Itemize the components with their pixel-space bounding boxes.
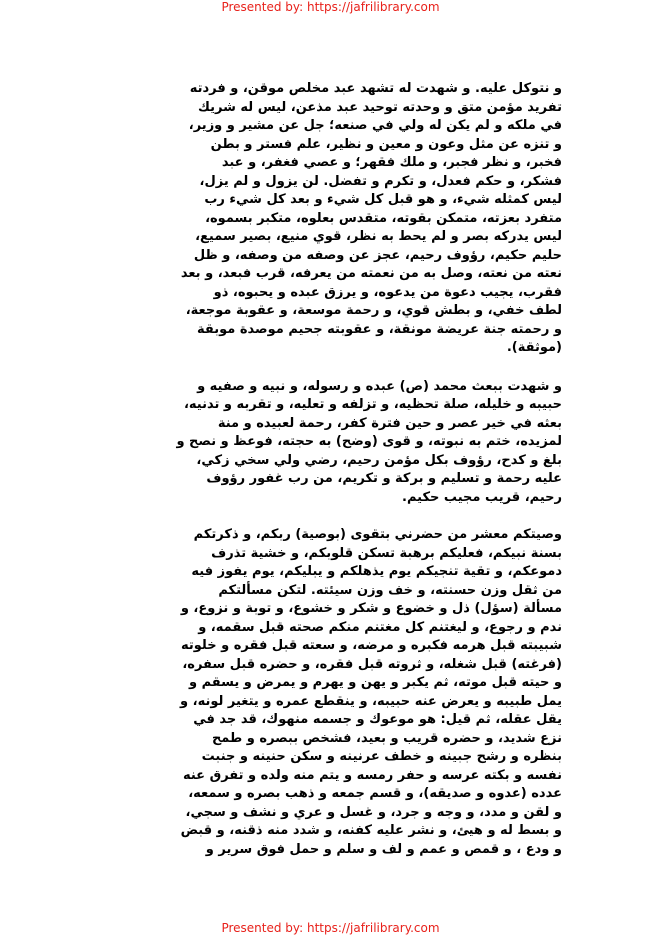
text-line: مسألة (سؤل) ذل و خضوع و شكر و خشوع، و توبة و نزوع، و [180, 601, 562, 616]
text-line: دموعكم، و تقية تنجيكم يوم يذهلكم و يبليكم، يوم يفوز فيه [191, 564, 562, 579]
text-line: و تنزه عن مثل وعون و معين و نظير، علم فستر و بطن [210, 136, 562, 152]
text-line: ليس كمثله شيء، و هو قبل كل شيء و بعد كل شيء رب [204, 192, 562, 207]
text-line: و حيته قبل موته، ثم يكبر و يهن و يهرم و يمرض و يسقم و [188, 675, 562, 690]
paragraph-1 [100, 80, 562, 358]
text-line: و ودع ، و قمص و عمم و لف و سلم و حمل فوق سرير و [205, 841, 562, 857]
header-site-link[interactable]: Presented by: https://jafrilibrary.com [221, 0, 440, 14]
text-line: عدده (عدوه و صديقه)، و قسم جمعه و ذهب بصره و سمعه، [188, 786, 562, 801]
text-line: فشكر، و حكم فعدل، و تكرم و تفضل. لن يزول و لم يزل، [199, 173, 562, 189]
text-line: لمزيده، ختم به نبوته، و قوى (وضح) به حجته، فوعظ و نصح و [176, 434, 562, 449]
text-line: عليه رحمة و تسليم و بركة و تكريم، من رب غفور رؤوف [206, 471, 562, 486]
text-line: حليم حكيم، رؤوف رحيم، عجز عن وصفه من وصفه، و ظل [193, 247, 562, 263]
text-line: ليس يدركه بصر و لم يحط به نظر، قوي منيع، بصير سميع، [195, 229, 562, 244]
text-line: فخبر، و نظر فجبر، و ملك فقهر؛ و عصي فغفر، و عبد [221, 155, 562, 170]
text-line: من ثقل وزن حسنته، و خف وزن سيئته. لتكن مسألتكم [218, 582, 562, 598]
text-line: وصيتكم معشر من حضرني بتقوى (بوصية) ربكم، و ذكرتكم [193, 527, 562, 542]
text-line: حبيبه و خليله، صلة تحظيه، و تزلفه و تعليه، و تقربه و تدنيه، [183, 397, 562, 412]
text-line: لطف خفي، و بطش قوي، و رحمة موسعة، و عقوبة موجعة، [185, 303, 562, 318]
text-line: بسنة نبيكم، فعليكم برهبة تسكن قلوبكم، و خشية تذرف [211, 545, 562, 561]
text-line: في ملكه و لم يكن له ولي في صنعه؛ جل عن مشير و وزير، [188, 118, 562, 133]
footer-site-link[interactable]: Presented by: https://jafrilibrary.com [221, 921, 440, 935]
text-line: و بسط له و هيئ، و نشر عليه كفنه، و شدد منه ذقنه، و قبض [180, 823, 562, 838]
text-line: و لقن و مدد، و وجه و جرد، و غسل و عري و نشف و سجي، [185, 804, 562, 820]
text-line: بلغ و كدح، رؤوف بكل مؤمن رحيم، رضي ولي سخي زكي، [196, 452, 562, 468]
document-body [100, 80, 562, 859]
text-line: بنظره و رشح جبينه و خطف عرنينه و سكن حنينه و جنبت [201, 749, 562, 764]
paragraph-2 [100, 378, 562, 508]
text-line: نفسه و بكته عرسه و حفر رمسه و يتم منه ولده و تفرق عنه [182, 767, 562, 783]
text-line: و رحمته جنة عريضة مونقة، و عقوبته جحيم موصدة موبقة [197, 321, 562, 337]
text-line: ندم و رجوع، و ليغتنم كل مغتنم منكم صحته قبل سقمه، و [198, 619, 562, 635]
text-line: تفريد مؤمن متق و وحدته توحيد عبد مذعن، ليس له شريك [198, 99, 562, 115]
text-line: رحيم، قريب مجيب حكيم. [402, 489, 562, 505]
text-line: نزع شديد، و حضره قريب و بعيد، فشخص ببصره و طمح [211, 730, 562, 746]
text-line: فقرب، يجيب دعوة من يدعوه، و يرزق عبده و يحبوه، ذو [213, 284, 562, 300]
text-line: متفرد بعزته، متمكن بقوته، متقدس بعلوه، متكبر بسموه، [205, 210, 562, 226]
text-line: نعته من نعته، وصل به من نعمته من يعرفه، قرب فبعد، و بعد [180, 266, 562, 281]
text-line: و شهدت ببعث محمد (ص) عبده و رسوله، و نبيه و صفيه و [197, 378, 562, 394]
text-line: بعثه في خير عصر و حين فترة كفر، رحمة لعبيده و منة [217, 415, 562, 431]
paragraph-3 [100, 526, 562, 859]
text-line: (فرغته) قبل شغله، و ثروته قبل فقره، و حضره قبل سفره، [182, 656, 562, 672]
text-line: يقل عقله، ثم قيل: هو موعوك و جسمه منهوك، قد جد في [193, 712, 562, 727]
text-line: و نتوكل عليه. و شهدت له تشهد عبد مخلص موقن، و فردته [189, 81, 562, 96]
text-line: شبيبته قبل هرمه فكبره و مرضه، و سعته قبل فقره و خلوته [181, 638, 562, 653]
text-line: يمل طبيبه و يعرض عنه حبيبه، و ينقطع عمره و يتغير لونه، و [180, 693, 562, 709]
text-line: (موثقة). [506, 340, 562, 355]
